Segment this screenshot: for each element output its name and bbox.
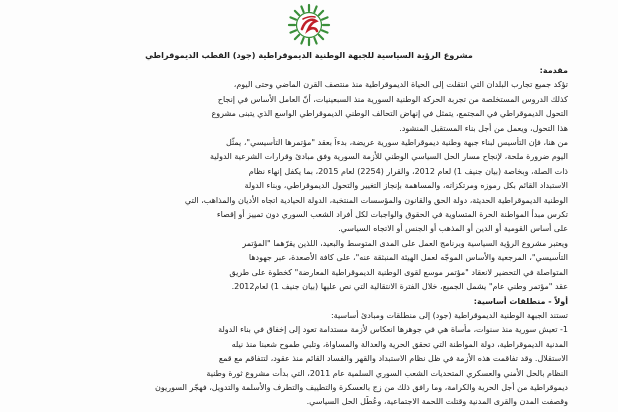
- body-line: التأسيسي"، المرجعية والأساس الموجّه لعمل الهيئة المنبثقة عنه"، على كافة الأصعدة، عبر جهودها: [248, 253, 568, 263]
- section-one-heading: أولاً - منطلقات أساسية:: [473, 296, 568, 306]
- body-line: المدنية الديموقراطية، دولة المواطنة التي تحقق الحرية والعدالة والمساواة، وتلبي طموح شعبنا منذ نيله: [231, 339, 568, 349]
- body-line: الوطنية الديموقراطية الحديثة، دولة الحق والقانون والمؤسسات المنتخبة، الدولة الحيادية اتجاه الأديان والمذاهب، التي: [184, 195, 568, 205]
- body-line: وقصفت المدن والقرى المدنية وقتلت اللحمة الاجتماعية، وعُطّل الحل السياسي.: [306, 397, 568, 407]
- body-line: اليوم ضرورة ملحة، لإنجاح مسار الحل السياسي الوطني للأزمة السورية وفق مبادئ وقرارات الشرعية الدولية: [209, 152, 568, 162]
- body-line: تؤكد جميع تجارب البلدان التي انتقلت إلى الحياة الديموقراطية منذ منتصف القرن الماضي وحتى اليوم،: [233, 80, 568, 90]
- body-line: كذلك الدروس المستخلصة من تجربة الحركة الوطنية السورية منذ السبعينيات، أنّ العامل الأساس في إنجاح: [217, 94, 568, 104]
- body-line: ذات الصلة، وبخاصة (بيان جنيف 1) لعام 2012، والقرار (2254) لعام 2015، بما يكفل إنهاء نظام: [248, 166, 568, 176]
- document-title: مشروع الرؤية السياسية للجبهة الوطنية الديموقراطية (جود) القطب الديموقراطي: [145, 50, 473, 60]
- body-line: الاستقلال. وقد تفاقمت هذه الأزمة في ظل نظام الاستبداد والقهر والفساد القائم منذ عقود، لتتفاقم مع قمع: [218, 354, 568, 364]
- section-intro-heading: مقدمة:: [539, 66, 568, 75]
- body-line: هذا التحول، ويعمل من أجل بناء المستقبل المنشود.: [399, 123, 568, 133]
- body-line: عقد "مؤتمر وطني عام" يشمل الجميع، خلال الفترة الانتقالية التي نص عليها (بيان جنيف 1) لعام2012.: [231, 282, 568, 292]
- body-line: تستند الجبهة الوطنية الديموقراطية (جود) إلى منطلقات ومبادئ أساسية:: [330, 310, 568, 320]
- body-line: التحول الديموقراطي في المجتمع، يتمثل في إنهاض التحالف الوطني الديموقراطي الواسع الذي يتبنى مشروع: [211, 109, 568, 119]
- body-line: المتواصلة في التحضير لانعقاد "مؤتمر موسع لقوى الوطنية الديموقراطية المعارضة" كخطوة على طريق: [229, 267, 568, 277]
- jood-logo-icon: [286, 2, 332, 48]
- body-line: من هنا، فإن التأسيس لبناء جبهة وطنية ديموقراطية سورية عريضة، بدءاً بعقد "مؤتمرها التأسيسي"، يمثّل: [225, 138, 568, 148]
- body-line: 1- تعيش سورية منذ سنوات، مأساة هي في جوهرها انعكاس لأزمة مستدامة تعود إلى إخفاق في بناء الدولة: [218, 325, 568, 335]
- body-line: تكرس مبدأ المواطنة الحرة المتساوية في الحقوق والواجبات لكل أفراد الشعب السوري دون تمييز أو إقصاء: [216, 210, 568, 220]
- document-body: [58, 65, 568, 411]
- body-line: ويعتبر مشروع الرؤية السياسية وبرنامج العمل على المدى المتوسط والبعيد، اللذين يقرّهما "المؤتمر: [242, 238, 568, 248]
- body-line: النظام بالحل الأمني والعسكري المتحديات الشعب السوري السلمية عام 2011، التي بدأت مشروع ثورة وطنية: [206, 368, 568, 378]
- body-line: الاستبداد القائم بكل رموزه ومرتكزاته، والمساهمة بإنجاز التغيير والتحول الديموقراطي، وبناء الدولة: [244, 181, 568, 191]
- body-line: على أساس القومية أو الدين أو المذهب أو الجنس أو الاتجاه السياسي.: [338, 224, 568, 234]
- body-line: ديموقراطية من أجل الحرية والكرامة، وما رافق ذلك من زج بالعسكرة والتطييف والتطرف والأسلمة والتدويل، فهجّر السوريون: [154, 382, 568, 392]
